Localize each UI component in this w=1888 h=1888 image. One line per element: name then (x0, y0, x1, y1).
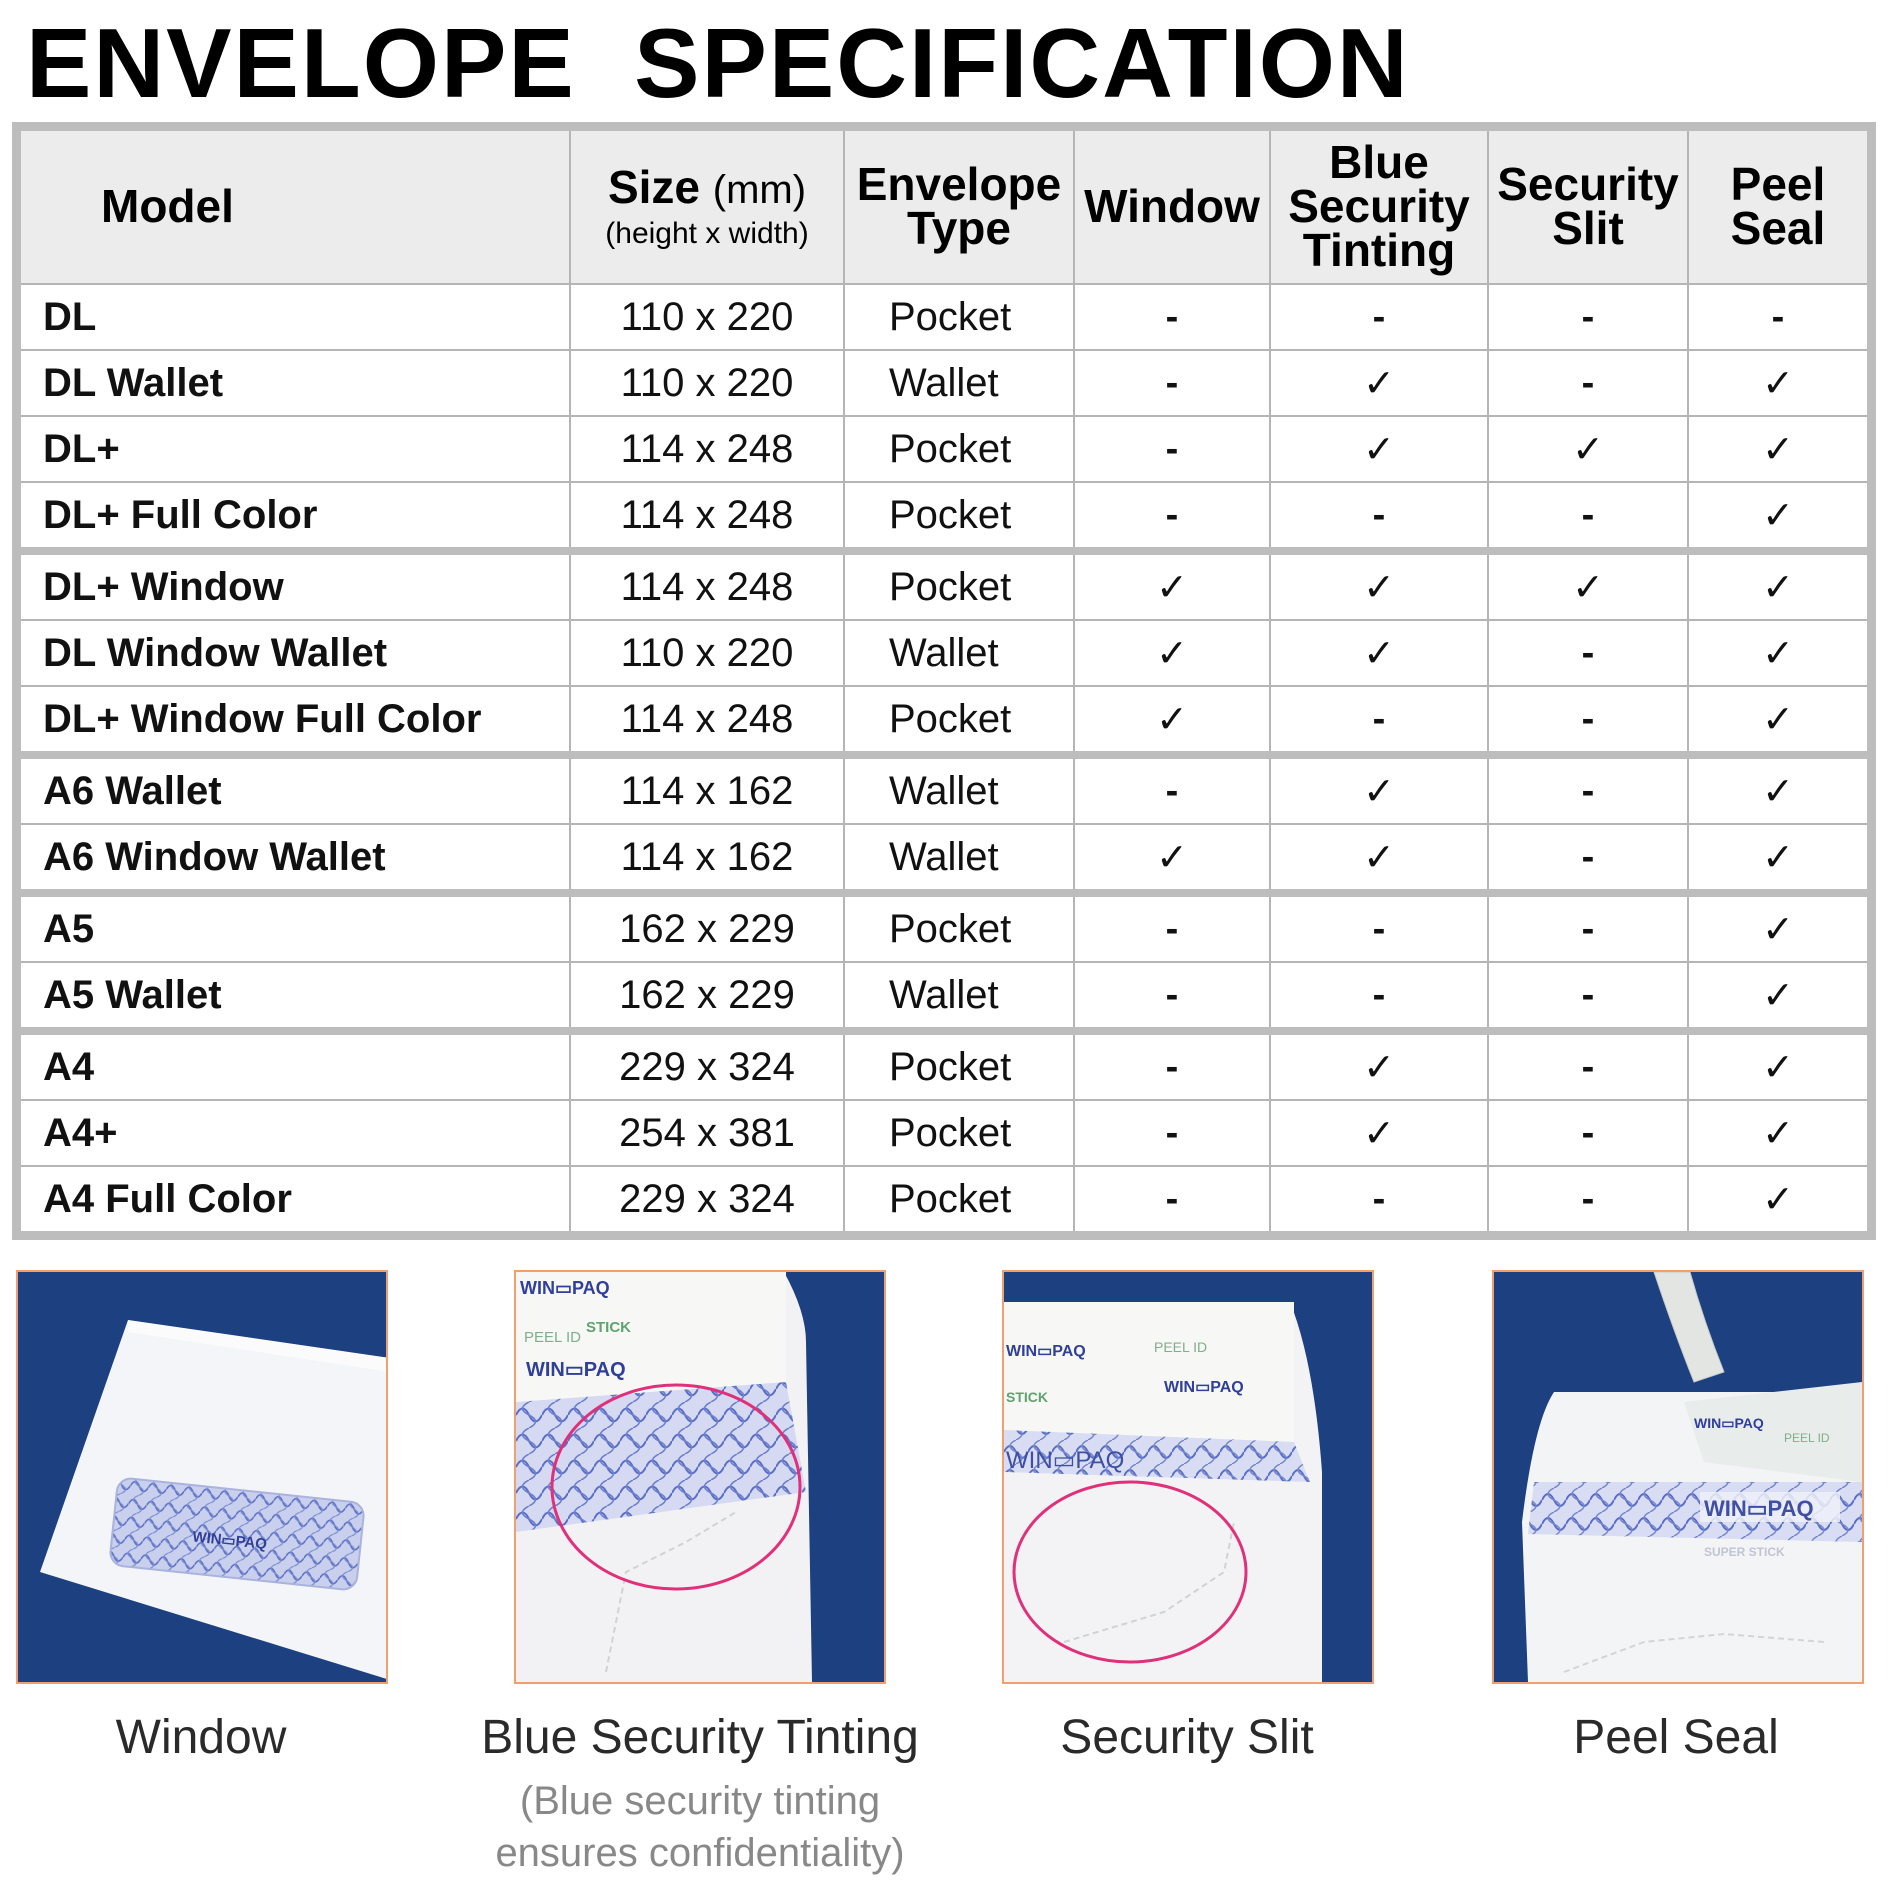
window-cell: - (1074, 755, 1270, 824)
peel-cell: ✓ (1688, 686, 1867, 755)
window-envelope-illustration (18, 1272, 386, 1682)
header-window: Window (1074, 131, 1270, 284)
header-slit-line2: Slit (1552, 202, 1624, 254)
window-caption: Window (115, 1711, 287, 1764)
model-cell: DL+ Window (21, 551, 570, 620)
header-envelope-type-line1: Envelope (856, 158, 1062, 211)
model-cell: A4 Full Color (21, 1166, 570, 1231)
table-row (21, 620, 1867, 686)
tinting-cell: ✓ (1270, 1031, 1488, 1100)
peel-cell: ✓ (1688, 620, 1867, 686)
table-row (21, 551, 1867, 620)
size-cell: 254 x 381 (570, 1100, 844, 1166)
peel-caption: Peel Seal (1573, 1711, 1779, 1764)
tinting-note-line1: (Blue security tinting (519, 1779, 881, 1823)
table-row (21, 1166, 1867, 1231)
slit-cell: - (1488, 824, 1688, 893)
tinting-cell: ✓ (1270, 350, 1488, 416)
slit-photo-logo-d: WIN▭PAQ (1164, 1379, 1244, 1396)
size-cell: 114 x 248 (570, 686, 844, 755)
tinting-photo-logo-a: WIN▭PAQ (520, 1278, 610, 1298)
size-cell: 110 x 220 (570, 350, 844, 416)
peel-cell: ✓ (1688, 551, 1867, 620)
type-cell: Wallet (844, 350, 1074, 416)
table-row (21, 1100, 1867, 1166)
slit-cell: - (1488, 962, 1688, 1031)
window-cell: - (1074, 416, 1270, 482)
type-cell: Pocket (844, 1031, 1074, 1100)
peel-envelope-illustration (1494, 1272, 1862, 1682)
tinting-caption: Blue Security Tinting (481, 1711, 919, 1764)
header-size-label: Size (607, 160, 700, 213)
slit-cell: - (1488, 893, 1688, 962)
slit-cell: - (1488, 1031, 1688, 1100)
header-blue-line2: Security (1288, 180, 1470, 233)
header-size-unit: (mm) (712, 167, 807, 212)
model-cell: A6 Wallet (21, 755, 570, 824)
slit-cell: - (1488, 350, 1688, 416)
table-row (21, 755, 1867, 824)
peel-cell: ✓ (1688, 482, 1867, 551)
size-cell: 114 x 162 (570, 755, 844, 824)
type-cell: Pocket (844, 551, 1074, 620)
slit-envelope-illustration (1004, 1272, 1372, 1682)
slit-cell: ✓ (1488, 551, 1688, 620)
window-feature-photo (16, 1270, 388, 1684)
header-slit-line1: Security (1497, 158, 1679, 211)
size-cell: 110 x 220 (570, 620, 844, 686)
window-cell: - (1074, 893, 1270, 962)
model-cell: DL (21, 284, 570, 350)
tinting-note-line2: ensures confidentiality) (495, 1831, 905, 1875)
slit-cell: - (1488, 620, 1688, 686)
window-cell: - (1074, 284, 1270, 350)
type-cell: Pocket (844, 482, 1074, 551)
window-cell: - (1074, 1100, 1270, 1166)
header-size (570, 131, 844, 284)
peel-photo-logo-d: SUPER STICK (1704, 1545, 1785, 1559)
slit-cell: - (1488, 482, 1688, 551)
size-cell: 162 x 229 (570, 893, 844, 962)
table-row (21, 350, 1867, 416)
size-cell: 114 x 248 (570, 551, 844, 620)
peel-cell: ✓ (1688, 1100, 1867, 1166)
slit-feature-photo (1002, 1270, 1374, 1684)
header-row (21, 131, 1867, 284)
model-cell: A4+ (21, 1100, 570, 1166)
header-blue-line1: Blue (1329, 136, 1429, 189)
type-cell: Pocket (844, 1166, 1074, 1231)
tinting-cell: - (1270, 482, 1488, 551)
slit-photo-logo-b: PEEL ID (1154, 1339, 1208, 1355)
page-title: ENVELOPE SPECIFICATION (26, 8, 1410, 118)
peel-cell: ✓ (1688, 416, 1867, 482)
table-row (21, 686, 1867, 755)
tinting-cell: ✓ (1270, 416, 1488, 482)
tinting-cell: - (1270, 1166, 1488, 1231)
peel-photo-logo-c: WIN▭PAQ (1704, 1496, 1814, 1521)
table-row (21, 962, 1867, 1031)
tinting-cell: - (1270, 284, 1488, 350)
table-row (21, 416, 1867, 482)
size-cell: 114 x 162 (570, 824, 844, 893)
tinting-photo-logo-d: WIN▭PAQ (526, 1359, 626, 1381)
model-cell: DL+ Window Full Color (21, 686, 570, 755)
slit-photo-logo-a: WIN▭PAQ (1006, 1343, 1086, 1360)
type-cell: Wallet (844, 824, 1074, 893)
size-cell: 229 x 324 (570, 1031, 844, 1100)
slit-cell: - (1488, 1166, 1688, 1231)
size-cell: 162 x 229 (570, 962, 844, 1031)
tinting-cell: ✓ (1270, 755, 1488, 824)
window-cell: ✓ (1074, 551, 1270, 620)
window-cell: ✓ (1074, 620, 1270, 686)
window-cell: - (1074, 1031, 1270, 1100)
slit-cell: ✓ (1488, 416, 1688, 482)
tinting-photo-logo-c: STICK (586, 1319, 631, 1336)
table-row (21, 482, 1867, 551)
size-cell: 114 x 248 (570, 482, 844, 551)
tinting-envelope-illustration (516, 1272, 884, 1682)
window-photo-logo: WIN▭PAQ (191, 1528, 268, 1554)
type-cell: Wallet (844, 962, 1074, 1031)
header-envelope-type (844, 131, 1074, 284)
peel-cell: ✓ (1688, 350, 1867, 416)
type-cell: Pocket (844, 416, 1074, 482)
size-cell: 110 x 220 (570, 284, 844, 350)
model-cell: DL Wallet (21, 350, 570, 416)
table-row (21, 1031, 1867, 1100)
type-cell: Pocket (844, 284, 1074, 350)
model-cell: A6 Window Wallet (21, 824, 570, 893)
tinting-cell: - (1270, 962, 1488, 1031)
header-security-slit (1488, 131, 1688, 284)
model-cell: DL Window Wallet (21, 620, 570, 686)
slit-caption: Security Slit (1060, 1711, 1314, 1764)
peel-feature-photo (1492, 1270, 1864, 1684)
table-row (21, 284, 1867, 350)
table-row (21, 824, 1867, 893)
tinting-cell: - (1270, 893, 1488, 962)
window-cell: - (1074, 962, 1270, 1031)
peel-photo-logo-a: WIN▭PAQ (1694, 1415, 1764, 1431)
tinting-cell: ✓ (1270, 1100, 1488, 1166)
slit-photo-logo-c: STICK (1006, 1389, 1048, 1405)
window-cell: - (1074, 482, 1270, 551)
peel-cell: ✓ (1688, 1166, 1867, 1231)
header-peel-line2: Seal (1730, 202, 1826, 254)
tinting-caption-note (440, 1775, 960, 1879)
type-cell: Pocket (844, 686, 1074, 755)
tinting-cell: ✓ (1270, 620, 1488, 686)
slit-photo-logo-e: WIN▭PAQ (1006, 1447, 1125, 1474)
header-blue-security-tinting (1270, 131, 1488, 284)
model-cell: A4 (21, 1031, 570, 1100)
model-cell: DL+ Full Color (21, 482, 570, 551)
header-envelope-type-line2: Type (907, 202, 1011, 254)
model-cell: A5 Wallet (21, 962, 570, 1031)
model-cell: DL+ (21, 416, 570, 482)
header-model: Model (21, 131, 570, 284)
peel-cell: ✓ (1688, 962, 1867, 1031)
peel-cell: ✓ (1688, 824, 1867, 893)
peel-cell: ✓ (1688, 755, 1867, 824)
size-cell: 114 x 248 (570, 416, 844, 482)
model-cell: A5 (21, 893, 570, 962)
peel-cell: ✓ (1688, 893, 1867, 962)
header-peel-seal (1688, 131, 1867, 284)
peel-cell: - (1688, 284, 1867, 350)
size-cell: 229 x 324 (570, 1166, 844, 1231)
slit-cell: - (1488, 686, 1688, 755)
type-cell: Wallet (844, 620, 1074, 686)
tinting-cell: ✓ (1270, 551, 1488, 620)
type-cell: Wallet (844, 755, 1074, 824)
slit-cell: - (1488, 755, 1688, 824)
type-cell: Pocket (844, 893, 1074, 962)
tinting-cell: ✓ (1270, 824, 1488, 893)
header-peel-line1: Peel (1730, 158, 1826, 211)
window-cell: ✓ (1074, 824, 1270, 893)
header-blue-line3: Tinting (1302, 223, 1456, 276)
peel-cell: ✓ (1688, 1031, 1867, 1100)
specification-table (12, 122, 1876, 1240)
window-cell: - (1074, 350, 1270, 416)
type-cell: Pocket (844, 1100, 1074, 1166)
tinting-photo-logo-b: PEEL ID (524, 1329, 581, 1346)
peel-photo-logo-b: PEEL ID (1784, 1431, 1830, 1445)
tinting-feature-photo (514, 1270, 886, 1684)
slit-cell: - (1488, 284, 1688, 350)
tinting-cell: - (1270, 686, 1488, 755)
window-cell: ✓ (1074, 686, 1270, 755)
slit-cell: - (1488, 1100, 1688, 1166)
header-size-subtitle: (height x width) (605, 216, 809, 250)
window-cell: - (1074, 1166, 1270, 1231)
table-row (21, 893, 1867, 962)
